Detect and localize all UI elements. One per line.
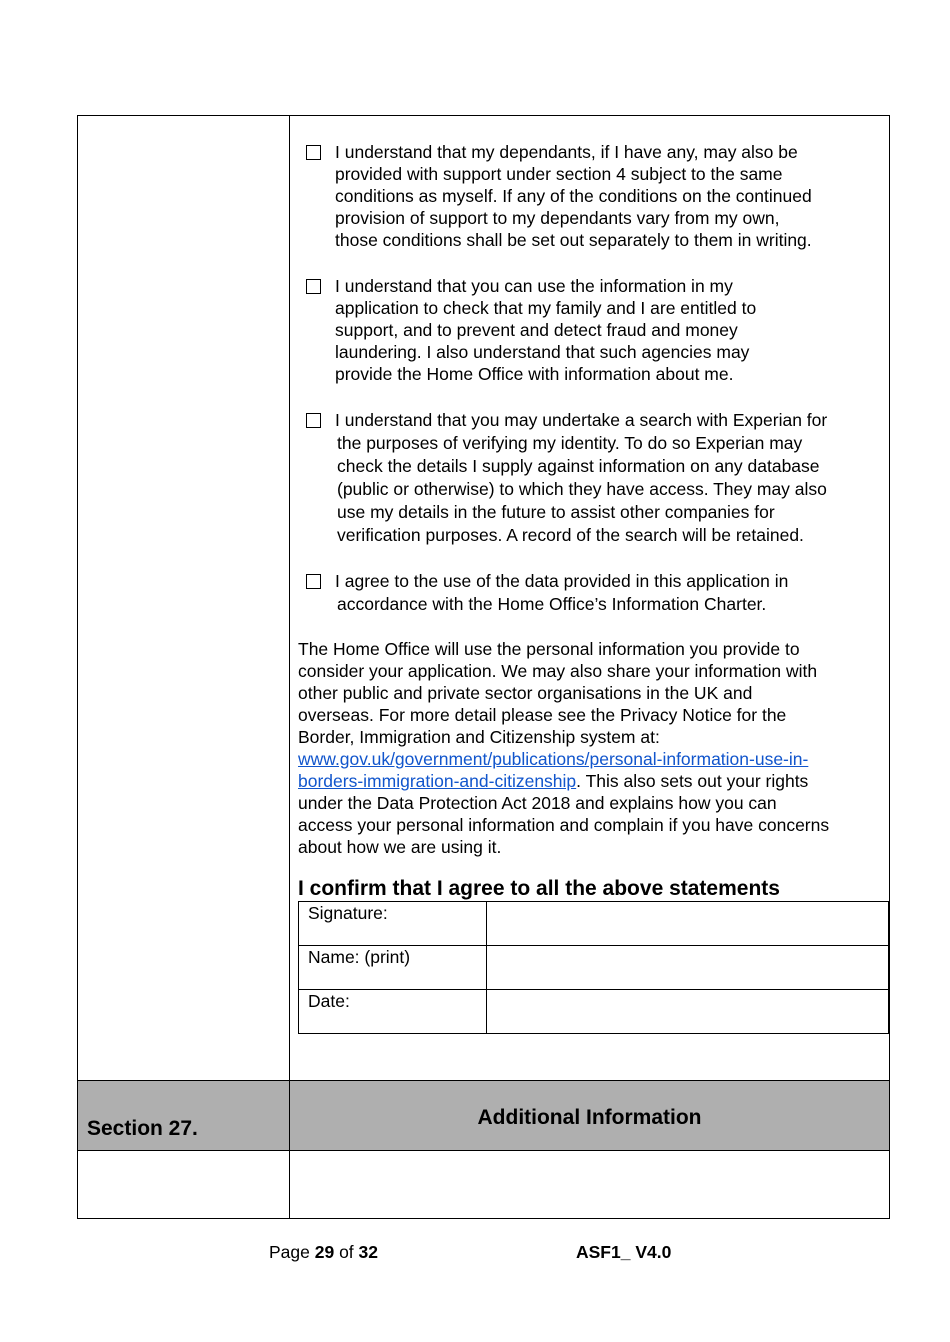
privacy-line: Border, Immigration and Citizenship system at: — [298, 727, 660, 747]
statement-line: I understand that my dependants, if I have any, may also be — [335, 142, 798, 162]
privacy-notice-link[interactable]: www.gov.uk/government/publications/personal-information-use-in- — [298, 749, 809, 769]
date-label: Date: — [299, 990, 487, 1034]
signature-table — [298, 901, 889, 1034]
section-number: Section 27. — [87, 1117, 198, 1140]
checkbox-dependants[interactable] — [306, 145, 321, 160]
name-row — [299, 946, 889, 990]
statement-line: application to check that my family and I are entitled to — [335, 298, 757, 318]
page-total: 32 — [358, 1242, 378, 1262]
statement-line: the purposes of verifying my identity. To do so Experian may — [337, 433, 803, 453]
statement-line: provision of support to my dependants vary from my own, — [335, 208, 780, 228]
privacy-line: about how we are using it. — [298, 837, 502, 857]
privacy-line: overseas. For more detail please see the Privacy Notice for the — [298, 705, 787, 725]
statement-line: I understand that you can use the information in my — [335, 276, 733, 296]
name-field[interactable] — [487, 946, 889, 990]
privacy-line: The Home Office will use the personal information you provide to — [298, 639, 800, 659]
checkbox-information-use[interactable] — [306, 279, 321, 294]
statement-line: accordance with the Home Office’s Information Charter. — [337, 594, 767, 614]
privacy-line: access your personal information and complain if you have concerns — [298, 815, 830, 835]
confirm-heading: I confirm that I agree to all the above statements — [298, 877, 780, 900]
statement-line: check the details I supply against information on any database — [337, 456, 820, 476]
page-number — [269, 1241, 378, 1263]
privacy-link-line — [298, 748, 883, 770]
statement-line: I agree to the use of the data provided in this application in — [335, 571, 789, 591]
section-title: Additional Information — [477, 1106, 702, 1129]
privacy-notice-link-continued[interactable]: borders-immigration-and-citizenship — [298, 771, 577, 791]
page-of: of — [334, 1242, 359, 1262]
page-prefix: Page — [269, 1242, 315, 1262]
date-row — [299, 990, 889, 1034]
signature-field[interactable] — [487, 902, 889, 946]
privacy-line: other public and private sector organisations in the UK and — [298, 683, 753, 703]
privacy-line: under the Data Protection Act 2018 and explains how you can — [298, 793, 777, 813]
privacy-notice — [298, 638, 883, 858]
checkbox-information-charter[interactable] — [306, 574, 321, 589]
statement-line: (public or otherwise) to which they have access. They may also — [337, 479, 827, 499]
statement-line: provided with support under section 4 subject to the same — [335, 164, 783, 184]
statement-line: support, and to prevent and detect fraud and money — [335, 320, 738, 340]
page-current: 29 — [314, 1242, 335, 1262]
column-divider — [289, 115, 290, 1219]
statement-line: those conditions shall be set out separately to them in writing. — [335, 230, 812, 250]
signature-row — [299, 902, 889, 946]
name-label: Name: (print) — [299, 946, 487, 990]
statement-line: verification purposes. A record of the search will be retained. — [337, 525, 804, 545]
privacy-line: consider your application. We may also share your information with — [298, 661, 818, 681]
privacy-after-link: . This also sets out your rights — [576, 771, 809, 791]
checkbox-experian[interactable] — [306, 413, 321, 428]
privacy-link-line — [298, 770, 883, 792]
statement-line: use my details in the future to assist other companies for — [337, 502, 775, 522]
statement-line: conditions as myself. If any of the conditions on the continued — [335, 186, 812, 206]
signature-label: Signature: — [299, 902, 487, 946]
date-field[interactable] — [487, 990, 889, 1034]
form-version: ASF1_ V4.0 — [576, 1242, 672, 1262]
statement-line: laundering. I also understand that such agencies may — [335, 342, 750, 362]
statement-line: I understand that you may undertake a search with Experian for — [335, 410, 828, 430]
statement-line: provide the Home Office with information about me. — [335, 364, 734, 384]
